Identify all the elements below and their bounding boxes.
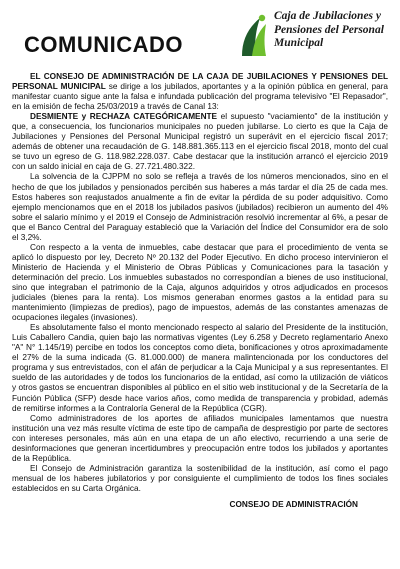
logo bbox=[238, 10, 400, 62]
logo-text bbox=[274, 10, 384, 51]
communique-body bbox=[10, 72, 390, 510]
paragraph-guarantee: El Consejo de Administración garantiza la sostenibilidad de la institución, así como el pago mensual de los haberes jubilatorios y por consiguiente el cumplimiento de todos los fines sociales establecidos en su Carta Orgánica. bbox=[12, 463, 388, 493]
paragraph-denial bbox=[12, 112, 388, 172]
intro-heading: EL CONSEJO DE ADMINISTRACIÓN DE LA CAJA DE JUBILACIONES Y PENSIONES DEL PERSONAL MUNICIPAL bbox=[12, 72, 388, 92]
paragraph-salary: Es absolutamente falso el monto mencionado respecto al salario del Presidente de la institución, Luis Caballero Candia, quien bajo las normativas vigentes (Ley 6.258 y Decreto reglamentario Anexo "A" N° 1.145/19) percibe en todos los conceptos como dieta, bonificaciones y otros aproximadamente el 27% de la suma indicada (G. 81.000.000) de manera malintencionada por los conductores del programa y sus entrevistados, con el afán de perjudicar a la Caja Municipal y a sus representantes. El sueldo de las autoridades y de todos los funcionarios de la entidad, así como la utilización de viáticos y otros gastos se encuentran disponibles al público en el sitio web institucional y de la Secretaría de la Función Pública (SFP) desde hace varios años, como medida de transparencia y probidad, además de remitirse informes a la Contraloría General de la República (CGR). bbox=[12, 323, 388, 413]
paragraph-property-sale: Con respecto a la venta de inmuebles, cabe destacar que para el procedimiento de venta se aplicó lo dispuesto por ley, Decreto Nº 20.132 del Poder Ejecutivo. En dicho proceso intervinieron el Ministerio de Hacienda y el Ministerio de Obras Públicas y Comunicaciones para la tasación y determinación del precio. Los inmuebles subastados no correspondían a bienes de uso institucional, sino que integraban el patrimonio de la Caja, algunos adquiridos y otros adjudicados en procesos judiciales (bienes para la renta). Los mismos generaban enormes gastos a la entidad para su mantenimiento (limpiezas de predios), pago de impuestos, además de las constantes amenazas de ocupaciones ilegales (invasiones). bbox=[12, 242, 388, 323]
header bbox=[10, 8, 390, 66]
paragraph-intro bbox=[12, 72, 388, 112]
logo-mark-icon bbox=[238, 12, 268, 58]
signature: CONSEJO DE ADMINISTRACIÓN bbox=[229, 499, 358, 509]
denial-heading: DESMIENTE y RECHAZA CATEGÓRICAMENTE bbox=[30, 112, 218, 122]
logo-dot bbox=[259, 15, 265, 21]
paragraph-solvency: La solvencia de la CJPPM no solo se refleja a través de los números mencionados, sino en el hecho de que los jubilados y pensionados percibén sus haberes a más tardar el día 25 de cada mes. Estos haberes son reajustados anualmente a fin de evitar la pérdida de su poder adquisitivo. Como ejemplo mencionamos que en el 2018 los jubilados pasivos (jubilados) recibieron un aumento del 4% sobre el salario mínimo y el 2019 el Consejo de Administración resolvió incrementar al 6%, a pesar de que el Banco Central del Paraguay estableció que la Variación del Índice del Consumidor era de solo el 3,2%. bbox=[12, 172, 388, 242]
paragraph-campaign: Como administradores de los aportes de afiliados municipales lamentamos que nuestra institución una vez más resulte víctima de este tipo de campaña de desprestigio por parte de sectores con intereses personales, más aún en una etapa de un año electivo, recurriendo a una serie de desinformaciones que generan incertidumbres y preocupación entre todos los jubilados y aportantes de la República. bbox=[12, 413, 388, 463]
logo-line-3: Municipal bbox=[274, 37, 324, 49]
denial-text: el supuesto "vaciamiento" de la institución y que, a consecuencia, los funcionarios municipales no pueden jubilarse. Lo cierto es que la Caja de Jubilaciones y Pensiones del Personal Municipal registró un superávit en el ejercicio fiscal 2017; además de obtener una recaudación de G. 148.881.365.113 en el ejercicio fiscal 2018, monto del cual se tuvo un egreso de G. 118.982.228.037. Cabe destacar que la institución arrancó el ejercicio 2019 con un saldo inicial en caja de G. 27.721.480.322. bbox=[12, 112, 388, 172]
logo-line-1: Caja de Jubilaciones y bbox=[274, 10, 382, 22]
intro-text: se dirige a los jubilados, aportantes y a la opinión pública en general, para manifestar cuanto sigue ante la falsa e infundada publicación del programa televisivo "El Repasador", en la emisión de fecha 25/03/2019 a través de Canal 13: bbox=[12, 82, 388, 112]
logo-line-2: Pensiones del Personal bbox=[274, 23, 384, 36]
page-title: COMUNICADO bbox=[24, 32, 183, 57]
